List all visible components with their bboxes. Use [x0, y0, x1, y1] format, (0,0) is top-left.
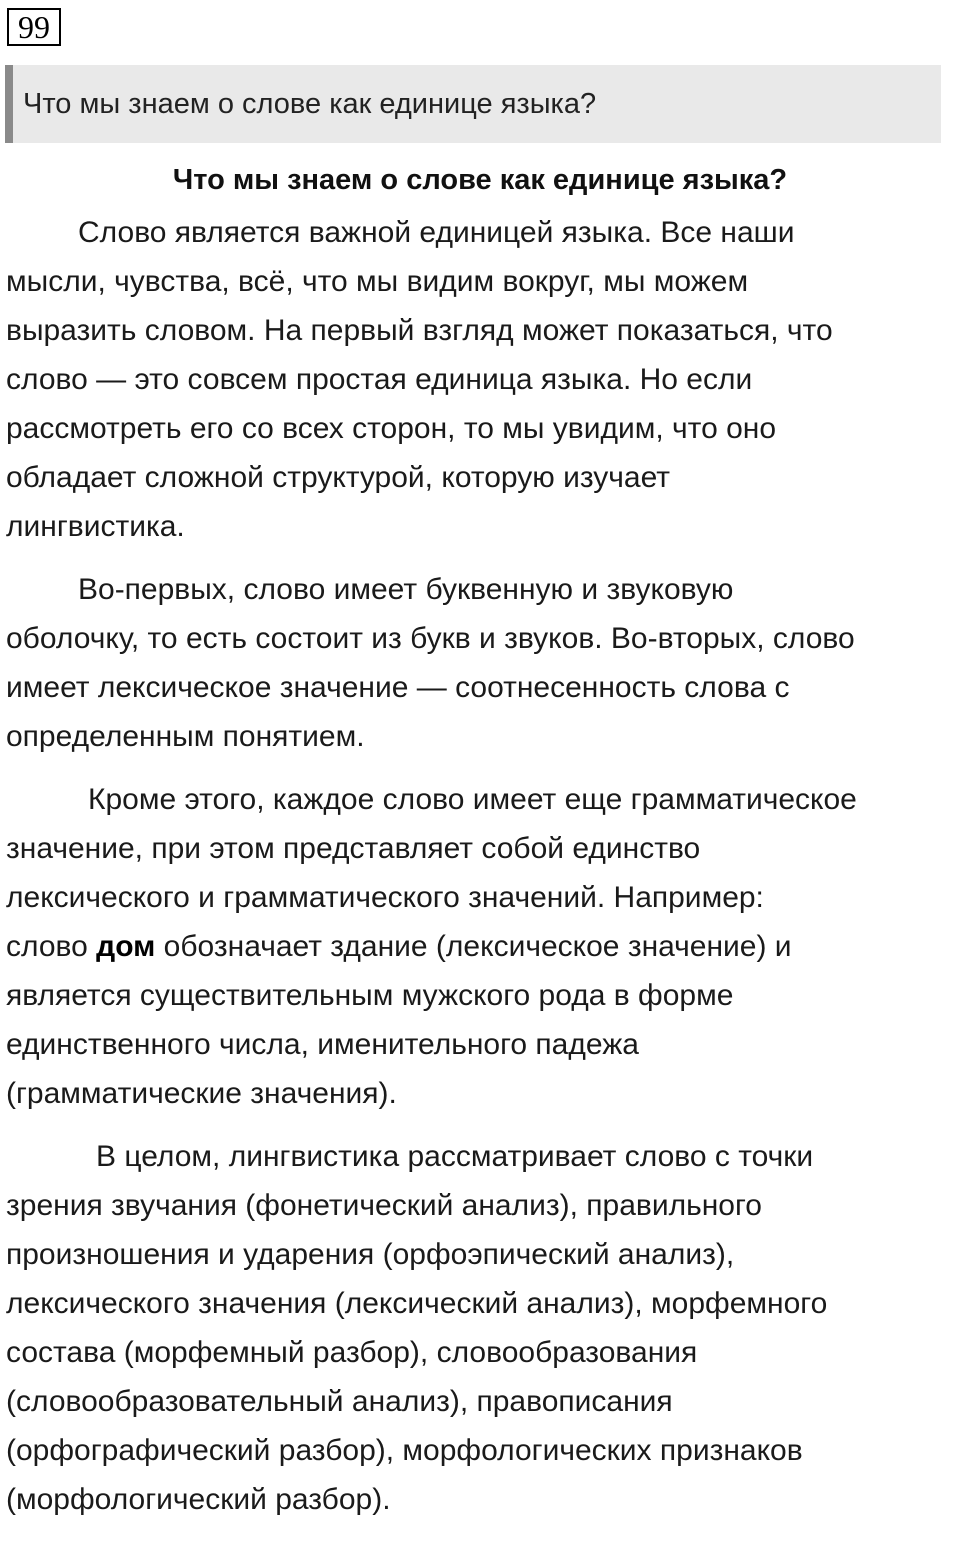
text-line: Слово является важной единицей языка. Все наши — [78, 216, 795, 249]
text-line: является существительным мужского рода в форме — [6, 979, 734, 1012]
text-line: имеет лексическое значение — соотнесенность слова с — [6, 671, 790, 704]
text-line: единственного числа, именительного падежа — [6, 1028, 639, 1061]
text-line: (морфологический разбор). — [6, 1483, 391, 1516]
page-number: 99 — [7, 8, 61, 46]
article-heading: Что мы знаем о слове как единице языка? — [172, 164, 788, 196]
paragraph-4 — [6, 1132, 954, 1524]
text-line: мысли, чувства, всё, что мы видим вокруг, мы можем — [6, 265, 749, 298]
text-line: Во-первых, слово имеет буквенную и звуковую — [78, 573, 734, 606]
example-word: дом — [96, 930, 156, 963]
paragraph-2 — [6, 565, 954, 761]
text-line: лингвистика. — [6, 510, 185, 543]
text-line: определенным понятием. — [6, 720, 365, 753]
text-line: выразить словом. На первый взгляд может показаться, что — [6, 314, 833, 347]
text-line: оболочку, то есть состоит из букв и звуков. Во-вторых, слово — [6, 622, 855, 655]
task-banner-text: Что мы знаем о слове как единице языка? — [23, 87, 597, 120]
text-line: обладает сложной структурой, которую изучает — [6, 461, 671, 494]
text-line: значение, при этом представляет собой единство — [6, 832, 701, 865]
text-line: В целом, лингвистика рассматривает слово с точки — [96, 1140, 814, 1173]
text-line: (словообразовательный анализ), правописания — [6, 1385, 673, 1418]
article-body — [6, 160, 954, 1538]
paragraph-3 — [6, 775, 954, 1118]
task-banner — [5, 65, 941, 143]
text-line-start: слово — [6, 930, 97, 963]
text-line: слово — это совсем простая единица языка. Но если — [6, 363, 753, 396]
text-line: Кроме этого, каждое слово имеет еще грамматическое — [88, 783, 857, 816]
text-line: рассмотреть его со всех сторон, то мы увидим, что оно — [6, 412, 777, 445]
text-line: (грамматические значения). — [6, 1077, 397, 1110]
paragraph-1 — [6, 208, 954, 551]
text-line: состава (морфемный разбор), словообразования — [6, 1336, 698, 1369]
text-line-end: обозначает здание (лексическое значение) и — [155, 930, 792, 963]
text-line: (орфографический разбор), морфологических признаков — [6, 1434, 803, 1467]
text-line: лексического и грамматического значений. Например: — [6, 881, 764, 914]
text-line: зрения звучания (фонетический анализ), правильного — [6, 1189, 762, 1222]
text-line: произношения и ударения (орфоэпический анализ), — [6, 1238, 735, 1271]
text-line: лексического значения (лексический анализ), морфемного — [6, 1287, 828, 1320]
